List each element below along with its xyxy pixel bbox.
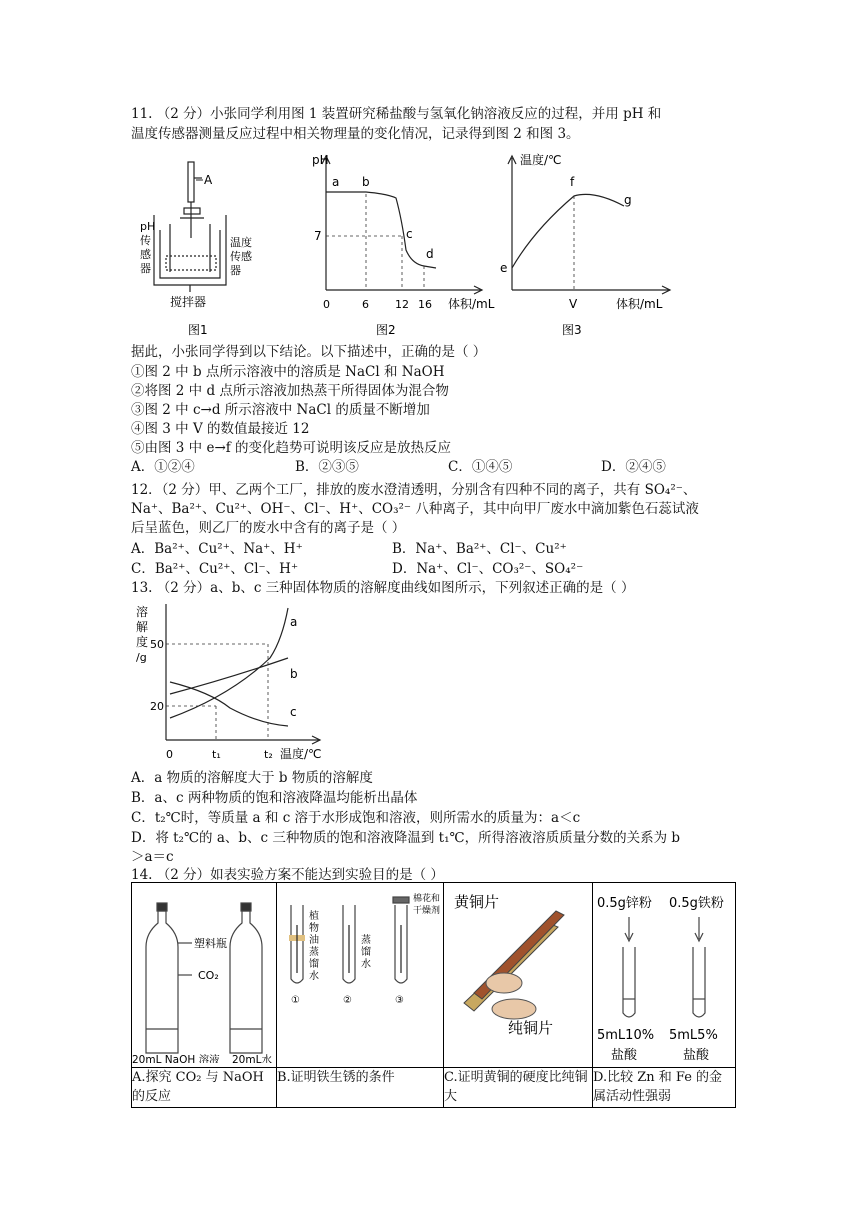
svg-text:感: 感 [140, 248, 151, 261]
fig3-point-e: e [500, 261, 508, 275]
svg-text:棉花和: 棉花和 [413, 894, 441, 904]
fig2-point-a: a [332, 175, 340, 189]
svg-text:水: 水 [309, 971, 319, 982]
svg-text:③: ③ [395, 995, 404, 1006]
q13-stem: 13. （2 分）a、b、c 三种固体物质的溶解度曲线如图所示，下列叙述正确的是（ ） [131, 580, 635, 596]
fig1-label-a: A [204, 173, 213, 187]
q14-option-d[interactable]: D.比较 Zn 和 Fe 的金属活动性强弱 [593, 1068, 736, 1108]
q11-option-d[interactable]: D．②④⑤ [601, 459, 666, 475]
figure-3-temperature-chart [494, 150, 684, 342]
fig2-xtick: 0 [323, 298, 330, 311]
svg-text:5mL5%: 5mL5% [669, 1028, 718, 1043]
q13-curve-c: c [290, 705, 297, 719]
fig3-ylabel: 温度/℃ [520, 153, 562, 167]
q13-curve-a: a [290, 615, 298, 629]
svg-text:植: 植 [309, 911, 319, 922]
fig2-caption: 图2 [376, 323, 396, 337]
svg-text:干燥剂: 干燥剂 [413, 906, 441, 916]
figure-2-ph-chart [296, 150, 496, 342]
q13-ylabel: 溶 [136, 605, 149, 619]
fig2-ylabel: pH [312, 153, 329, 167]
q13-ytick-50: 50 [150, 638, 164, 651]
q11-conclusion: 据此，小张同学得到以下结论。以下描述中，正确的是（ ） [131, 344, 487, 360]
fig1-label-ph: pH [140, 220, 156, 233]
svg-text:纯铜片: 纯铜片 [508, 1019, 554, 1037]
svg-text:水: 水 [361, 959, 371, 970]
q14-option-b[interactable]: B.证明铁生锈的条件 [277, 1068, 444, 1108]
fig2-point-b: b [362, 175, 370, 189]
svg-text:盐酸: 盐酸 [611, 1048, 638, 1063]
fig3-xtick-v: V [569, 297, 578, 311]
q14-option-c[interactable]: C.证明黄铜的硬度比纯铜大 [444, 1068, 593, 1108]
fig2-point-d: d [426, 247, 434, 261]
q11-option-c[interactable]: C．①④⑤ [448, 459, 513, 475]
q14-option-a[interactable]: A.探究 CO₂ 与 NaOH 的反应 [132, 1068, 277, 1108]
fig3-point-g: g [624, 193, 632, 207]
q11-option-b[interactable]: B．②③⑤ [295, 459, 359, 475]
q14-cell-a-image [132, 883, 277, 1068]
q11-stem-line1: 11. （2 分）小张同学利用图 1 装置研究稀盐酸与氢氧化钠溶液反应的过程，并用 pH 和 [131, 106, 662, 122]
q11-stem-line2: 温度传感器测量反应过程中相关物理量的变化情况，记录得到图 2 和图 3。 [131, 126, 580, 142]
q12-option-a[interactable]: A．Ba²⁺、Cu²⁺、Na⁺、H⁺ [131, 541, 303, 557]
svg-text:20mL NaOH 溶液: 20mL NaOH 溶液 [132, 1054, 220, 1063]
q11-item: ③图 2 中 c→d 所示溶液中 NaCl 的质量不断增加 [131, 402, 430, 418]
svg-text:器: 器 [230, 264, 241, 277]
fig2-xtick: 6 [362, 298, 369, 311]
svg-text:物: 物 [309, 923, 319, 934]
svg-text:0.5g锌粉: 0.5g锌粉 [597, 896, 652, 911]
fig1-caption: 图1 [188, 323, 208, 337]
q13-xtick-t2: t₂ [264, 748, 273, 761]
q12-stem-line2: Na⁺、Ba²⁺、Cu²⁺、OH⁻、Cl⁻、H⁺、CO₃²⁻ 八种离子，其中向甲厂废水中滴加紫色石蕊试液 [131, 501, 699, 517]
svg-text:油: 油 [309, 935, 319, 946]
q14-cell-b-image [277, 883, 444, 1068]
fig2-xlabel: 体积/mL [448, 297, 495, 311]
q13-xtick-t1: t₁ [212, 748, 221, 761]
q11-item: ④图 3 中 V 的数值最接近 12 [131, 421, 310, 437]
q12-option-c[interactable]: C．Ba²⁺、Cu²⁺、Cl⁻、H⁺ [131, 561, 299, 577]
fig3-caption: 图3 [562, 323, 582, 337]
fig2-point-c: c [406, 227, 413, 241]
q13-solubility-chart [130, 600, 330, 768]
figure-1-apparatus [140, 160, 280, 340]
svg-text:传感: 传感 [230, 250, 252, 263]
q11-option-a[interactable]: A．①②④ [131, 459, 195, 475]
q14-cell-d-image [593, 883, 736, 1068]
fig1-label-temp: 温度 [230, 236, 252, 249]
fig3-xlabel: 体积/mL [616, 297, 663, 311]
q11-item: ⑤由图 3 中 e→f 的变化趋势可说明该反应是放热反应 [131, 440, 452, 456]
q13-ytick-20: 20 [150, 700, 164, 713]
q12-stem-line3: 后呈蓝色，则乙厂的废水中含有的离子是（ ） [131, 520, 406, 536]
svg-text:蒸: 蒸 [309, 947, 319, 958]
svg-text:5mL10%: 5mL10% [597, 1028, 655, 1043]
q13-option-d-cont: ＞a＝c [131, 849, 174, 865]
svg-text:蒸: 蒸 [361, 935, 371, 946]
fig3-point-f: f [570, 175, 575, 189]
q13-option-d[interactable]: D．将 t₂℃的 a、b、c 三种物质的饱和溶液降温到 t₁℃，所得溶液溶质质量分数的关系为 b [131, 830, 681, 846]
q12-stem-line1: 12．（2 分）甲、乙两个工厂，排放的废水澄清透明，分别含有四种不同的离子，共有 SO₄²⁻、 [131, 482, 697, 498]
fig1-label-stirrer: 搅拌器 [170, 295, 207, 309]
q12-option-d[interactable]: D．Na⁺、Cl⁻、CO₃²⁻、SO₄²⁻ [392, 561, 584, 577]
q13-option-c[interactable]: C．t₂℃时，等质量 a 和 c 溶于水形成饱和溶液，则所需水的质量为：a＜c [131, 810, 581, 826]
svg-text:①: ① [291, 995, 300, 1006]
svg-text:馏: 馏 [309, 959, 319, 970]
q13-curve-b: b [290, 667, 298, 681]
fig2-ytick-7: 7 [314, 229, 322, 243]
svg-text:馏: 馏 [361, 947, 371, 958]
fig2-xtick: 16 [418, 298, 432, 311]
svg-text:塑料瓶: 塑料瓶 [194, 937, 227, 950]
svg-text:0.5g铁粉: 0.5g铁粉 [669, 896, 724, 911]
svg-text:②: ② [343, 995, 352, 1006]
q13-xtick-0: 0 [166, 748, 173, 761]
q11-item: ②将图 2 中 d 点所示溶液加热蒸干所得固体为混合物 [131, 383, 449, 399]
svg-text:20mL水: 20mL水 [232, 1054, 272, 1063]
q11-item: ①图 2 中 b 点所示溶液中的溶质是 NaCl 和 NaOH [131, 364, 445, 380]
svg-text:器: 器 [140, 262, 151, 275]
q13-option-b[interactable]: B．a、c 两种物质的饱和溶液降温均能析出晶体 [131, 790, 418, 806]
svg-text:盐酸: 盐酸 [683, 1048, 710, 1063]
fig2-xtick: 12 [395, 298, 409, 311]
svg-text:解: 解 [136, 620, 149, 634]
q14-table [131, 882, 736, 1108]
svg-text:传: 传 [140, 234, 151, 247]
svg-text:/g: /g [136, 651, 147, 664]
q13-xlabel: 温度/℃ [280, 747, 322, 761]
q13-option-a[interactable]: A．a 物质的溶解度大于 b 物质的溶解度 [131, 770, 373, 786]
svg-text:CO₂: CO₂ [198, 969, 219, 982]
svg-text:黄铜片: 黄铜片 [454, 893, 500, 911]
q14-cell-c-image [444, 883, 593, 1068]
q14-stem: 14. （2 分）如表实验方案不能达到实验目的是（ ） [131, 867, 444, 883]
svg-text:度: 度 [136, 635, 149, 649]
q12-option-b[interactable]: B．Na⁺、Ba²⁺、Cl⁻、Cu²⁺ [392, 541, 567, 557]
